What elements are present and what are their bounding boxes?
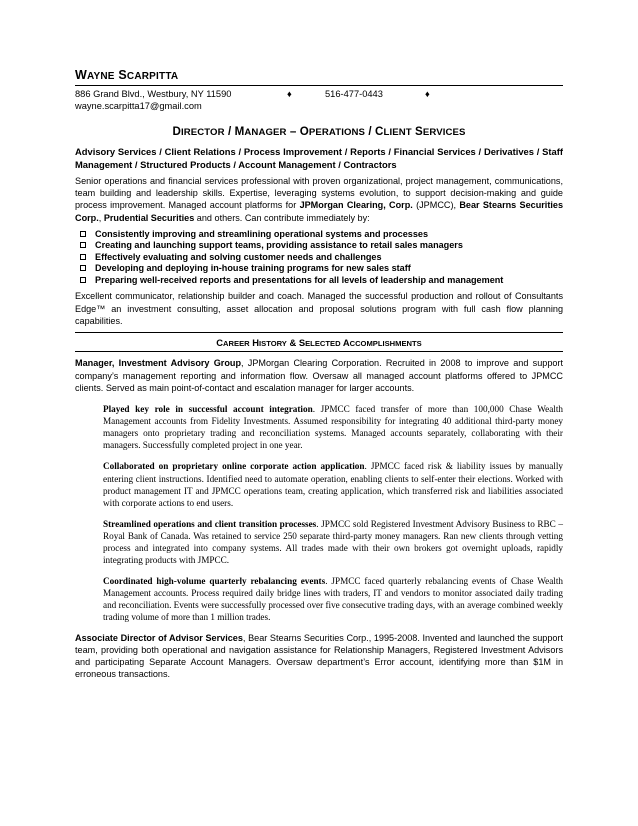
list-item: Developing and deploying in-house training programs for new sales staff bbox=[75, 263, 563, 275]
list-item: Effectively evaluating and solving customer needs and challenges bbox=[75, 252, 563, 264]
summary-paragraph: Senior operations and financial services professional with proven organizational, project management, communications, team building and leadership skills. Expertise, leveraging systems evolution, to support decision-making and guide process improvement. Managed account platforms for JPMorgan Clearing, Corp. (JPMCC), Bear Stearns Securities Corp., Prudential Securities and others. Can contribute immediately by: bbox=[75, 176, 563, 223]
job-entry-bear-stearns: Associate Director of Advisor Services, Bear Stearns Securities Corp., 1995-2008. Invented and launched the support team, providing both operational and navigation assistance for Relationship Managers, Registered Investment Advisors and participating Separate Account Managers. Oversaw department’s Error account, identifying more than $1M in erroneous transactions. bbox=[75, 632, 563, 680]
list-item: Preparing well-received reports and presentations for all levels of leadership and management bbox=[75, 275, 563, 287]
job-title: Associate Director of Advisor Services bbox=[75, 632, 243, 643]
separator-diamond-icon: ♦ bbox=[425, 89, 430, 99]
contribution-list bbox=[75, 229, 563, 287]
section-heading: CAREER HISTORY & SELECTED ACCOMPLISHMENTS bbox=[216, 337, 422, 349]
checkbox-bullet-icon bbox=[80, 242, 86, 248]
job-title: Manager, Investment Advisory Group bbox=[75, 358, 242, 369]
address: 886 Grand Blvd., Westbury, NY 11590 bbox=[75, 89, 232, 99]
accomplishment-item: Collaborated on proprietary online corporate action application. JPMCC faced risk & liability issues by manually entering client instructions. Identified need to automate operation, enabling clients to self-enter their elections. Worked with product management IT and JPMCC operations team, creating application, which transferred risk and liabilities associated with corporate actions to end users. bbox=[103, 461, 563, 508]
checkbox-bullet-icon bbox=[80, 231, 86, 237]
phone-number: 516-477-0443 bbox=[325, 89, 383, 99]
headline-title: DIRECTOR / MANAGER – OPERATIONS / CLIENT SERVICES bbox=[172, 125, 466, 138]
checkbox-bullet-icon bbox=[80, 254, 86, 260]
section-divider-bottom bbox=[75, 351, 563, 352]
section-divider-top bbox=[75, 332, 563, 334]
job-entry-jpmorgan: Manager, Investment Advisory Group, JPMorgan Clearing Corporation. Recruited in 2008 to improve and support company’s management reporting and information flow. Oversaw all managed account platforms offered to JPMCC clients. Served as main point-of-contact and escalation manager for larger accounts. bbox=[75, 358, 563, 393]
resume-page bbox=[75, 68, 563, 680]
accomplishment-item: Coordinated high-volume quarterly rebalancing events. JPMCC faced quarterly rebalancing events of Chase Wealth Management accounts. Process required daily bridge lines with traders, IT and vendors to monitor associated daily trading and reconciliation. Events were successfully processed over five consecutive trading days, with an average combined weekly trading volume of more than 1 million trades. bbox=[103, 576, 563, 623]
communicator-paragraph: Excellent communicator, relationship builder and coach. Managed the successful production and rollout of Consultants Edge™ an investment consulting, asset allocation and proposal solutions program with full cash flow planning capabilities. bbox=[75, 291, 563, 326]
list-item: Creating and launching support teams, providing assistance to retail sales managers bbox=[75, 240, 563, 252]
checkbox-bullet-icon bbox=[80, 277, 86, 283]
contact-line bbox=[75, 88, 563, 100]
accomplishment-item: Played key role in successful account integration. JPMCC faced transfer of more than 100,000 Chase Wealth Management accounts from Fidelity Investments. Assumed responsibility for integrating 40 additional third-party money managers onto proprietary trading and reconciliation systems. Managed accounts separately, collaborating with their managers. Successfully completed project in one year. bbox=[103, 404, 563, 451]
list-item: Consistently improving and streamlining operational systems and processes bbox=[75, 229, 563, 241]
email-address: wayne.scarpitta17@gmail.com bbox=[75, 101, 202, 111]
keyword-list: Advisory Services / Client Relations / Process Improvement / Reports / Financial Services / Derivatives / Staff Management / Structured Products / Account Management / Contractors bbox=[75, 146, 563, 170]
candidate-name: WAYNE SCARPITTA bbox=[75, 68, 179, 82]
header-divider bbox=[75, 85, 563, 86]
accomplishment-item: Streamlined operations and client transition processes. JPMCC sold Registered Investment Advisory Business to RBC – Royal Bank of Canada. Was retained to service 250 separate third-party money managers. Ran new clients through vetting process and integrated into company systems. All trades made with their own brokers got overnight uploads, rapidly integrating products with JMPCC. bbox=[103, 518, 563, 566]
checkbox-bullet-icon bbox=[80, 265, 86, 271]
separator-diamond-icon: ♦ bbox=[287, 89, 292, 99]
